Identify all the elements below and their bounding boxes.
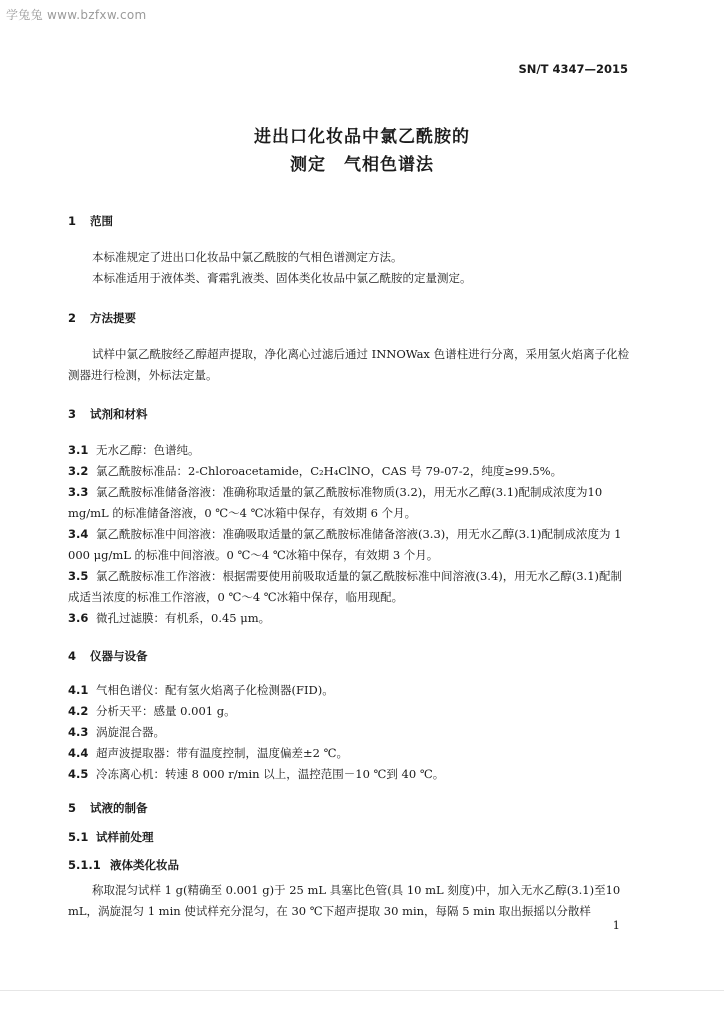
subsection-title: 液体类化妆品 [110,858,179,872]
section-1-paragraph-1: 本标准规定了进出口化妆品中氯乙酰胺的气相色谱测定方法。 [92,250,403,264]
list-item: 4.1 气相色谱仪：配有氢火焰离子化检测器(FID)。 [68,683,334,697]
list-item: 3.1 无水乙醇：色谱纯。 [68,443,200,457]
page-number: 1 [612,918,620,932]
list-item: 4.5 冷冻离心机：转速 8 000 r/min 以上，温控范围－10 ℃到 40 ℃。 [68,767,445,781]
list-item: 3.4 氯乙酰胺标准中间溶液：准确吸取适量的氯乙酰胺标准储备溶液(3.3)，用无水乙醇(3.1)配制成浓度为 1 000 μg/mL 的标准中间溶液。0 ℃～4 ℃冰箱中保存，有效期 3 个月。 [68,527,622,562]
section-1-paragraph-2: 本标准适用于液体类、膏霜乳液类、固体类化妆品中氯乙酰胺的定量测定。 [92,271,472,285]
section-title: 仪器与设备 [90,649,148,663]
section-3-heading [68,406,148,422]
document-title-line2: 测定 气相色谱法 [290,155,434,175]
list-item: 3.3 氯乙酰胺标准储备溶液：准确称取适量的氯乙酰胺标准物质(3.2)，用无水乙醇(3.1)配制成浓度为10 mg/mL 的标准储备溶液，0 ℃～4 ℃冰箱中保存，有效期 6 个月。 [68,485,603,520]
section-5-heading [68,800,148,816]
list-item: 4.2 分析天平：感量 0.001 g。 [68,704,236,718]
section-title: 试液的制备 [90,801,148,815]
list-item: 4.4 超声波提取器：带有温度控制，温度偏差±2 ℃。 [68,746,348,760]
section-1-heading [68,213,113,229]
standard-code: SN/T 4347—2015 [518,62,628,76]
list-item: 4.3 涡旋混合器。 [68,725,165,739]
section-2-heading [68,310,136,326]
section-title: 方法提要 [90,311,136,325]
watermark: 学兔兔 www.bzfxw.com [6,8,147,22]
list-item: 3.6 微孔过滤膜：有机系，0.45 μm。 [68,611,271,625]
subsection-5-1-heading [68,829,154,845]
section-title: 范围 [90,214,113,228]
list-item: 3.2 氯乙酰胺标准品：2-Chloroacetamide，C₂H₄ClNO，CAS 号 79-07-2，纯度≥99.5%。 [68,464,563,478]
section-4-heading [68,648,148,664]
section-number: 5 [68,801,77,815]
list-item: 3.5 氯乙酰胺标准工作溶液：根据需要使用前吸取适量的氯乙酰胺标准中间溶液(3.4)，用无水乙醇(3.1)配制成适当浓度的标准工作溶液，0 ℃～4 ℃冰箱中保存，临用现配。 [68,569,623,604]
section-title: 试剂和材料 [90,407,148,421]
subsection-number: 5.1 [68,830,89,844]
subsection-number: 5.1.1 [68,858,101,872]
section-5-paragraph: 称取混匀试样 1 g(精确至 0.001 g)于 25 mL 具塞比色管(具 10 mL 刻度)中，加入无水乙醇(3.1)至10 mL，涡旋混匀 1 min 使试样充分混匀，在 30 ℃下超声提取 30 min，每隔 5 min 取出振摇以分散样 [68,883,621,918]
subsection-title: 试样前处理 [96,830,154,844]
section-number: 4 [68,649,77,663]
page-divider [0,990,724,991]
section-number: 2 [68,311,77,325]
section-2-paragraph: 试样中氯乙酰胺经乙醇超声提取，净化离心过滤后通过 INNOWax 色谱柱进行分离，采用氢火焰离子化检测器进行检测，外标法定量。 [68,347,630,382]
section-number: 1 [68,214,77,228]
section-number: 3 [68,407,77,421]
subsection-5-1-1-heading [68,857,179,873]
document-title-line1: 进出口化妆品中氯乙酰胺的 [254,127,470,147]
